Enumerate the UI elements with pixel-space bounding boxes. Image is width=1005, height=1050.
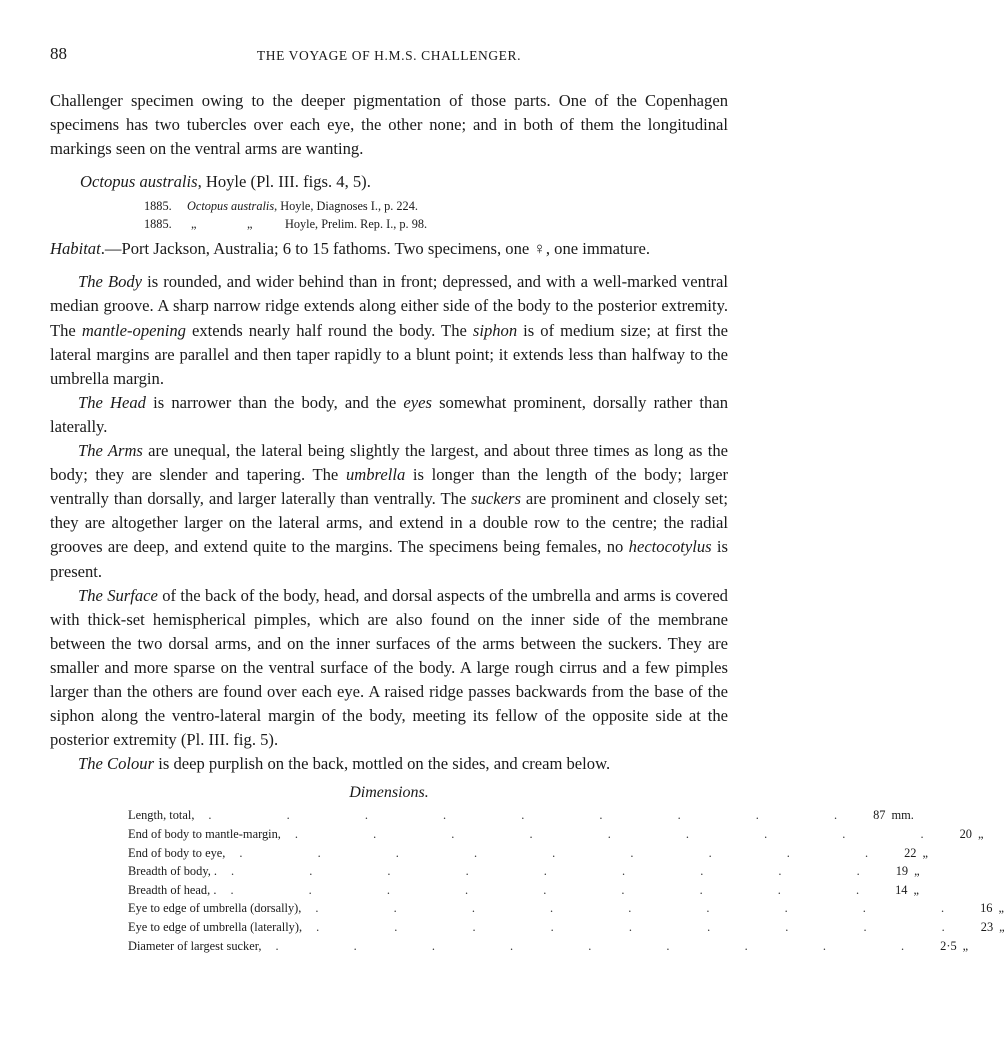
paragraph-text: is rounded, and wider behind than in front; depressed, and with a well-marked ventral median groove. A sharp narrow ridge extends along either side of the body to the posterior extremity. The bbox=[50, 272, 728, 340]
ditto-mark: „ bbox=[247, 216, 253, 231]
paragraph-text: is present. bbox=[50, 537, 728, 581]
dimension-value: 2·5 bbox=[940, 938, 957, 953]
section-lead: The Head bbox=[78, 392, 146, 412]
term: hectocotylus bbox=[628, 537, 712, 557]
synonymy-year: 1885. bbox=[144, 199, 172, 214]
section-lead: The Body bbox=[78, 272, 143, 292]
dimension-row bbox=[128, 899, 1004, 918]
dimension-value: 19 bbox=[895, 864, 909, 879]
dimension-row bbox=[128, 937, 969, 956]
dimension-unit: „ bbox=[962, 938, 969, 953]
dimension-unit: mm. bbox=[891, 808, 914, 823]
dimension-unit: „ bbox=[977, 826, 984, 841]
section-lead: The Arms bbox=[78, 441, 143, 461]
paragraph-text: of the back of the body, head, and dorsal aspects of the umbrella and arms is covered with thick-set hemispherical pimples, which are also found on the inner side of the membrane between the two dorsal arms, and on the inner surfaces of the arms between the suckers. They are smaller and more sparse on the ventral surface of the body. A large rough cirrus and a few pimples larger than the others are found over each eye. A raised ridge passes backwards from the base of the siphon along the ventro-lateral margin of the body, meeting its fellow of the opposite side at the posterior extremity (Pl. III. fig. 5). bbox=[50, 585, 728, 750]
leader-dots: . . . . . . . . . bbox=[316, 919, 981, 934]
dimension-row bbox=[128, 844, 928, 863]
paragraph-text: extends nearly half round the body. The bbox=[185, 320, 473, 340]
synonymy-ref: , Hoyle, Diagnoses I., p. 224. bbox=[274, 199, 418, 214]
dimension-unit: „ bbox=[998, 901, 1004, 916]
arms-paragraph bbox=[50, 439, 728, 584]
paragraph-text: is longer than the length of the body; larger ventrally than dorsally, and larger laterally than ventrally. The bbox=[50, 465, 728, 509]
surface-paragraph bbox=[50, 584, 728, 753]
species-name: Octopus australis bbox=[80, 172, 198, 192]
section-lead: The Surface bbox=[78, 585, 158, 605]
species-author: , Hoyle (Pl. III. figs. 4, 5). bbox=[197, 172, 371, 192]
paragraph-continuation: Challenger specimen owing to the deeper pigmentation of those parts. One of the Copenhagen specimens has two tubercles over each eye, the other none; and in both of them the longitudinal markings seen on the ventral arms are wanting. bbox=[50, 91, 728, 159]
dimension-label: End of body to eye, bbox=[128, 845, 226, 860]
page-number: 88 bbox=[50, 44, 67, 63]
dimension-label: End of body to mantle-margin, bbox=[128, 826, 281, 841]
running-title: THE VOYAGE OF H.M.S. CHALLENGER. bbox=[256, 48, 522, 63]
dimension-value: 14 bbox=[895, 882, 908, 897]
paragraph-text: are unequal, the lateral being slightly the largest, and about three times as long as the body; they are slender and tapering. The bbox=[50, 441, 728, 485]
paragraph-text: is deep purplish on the back, mottled on the sides, and cream below. bbox=[154, 754, 611, 774]
leader-dots: . . . . . . . . . bbox=[239, 845, 905, 860]
colour-paragraph bbox=[50, 752, 728, 776]
synonymy-name: Octopus australis bbox=[187, 199, 275, 214]
dimensions-table bbox=[128, 806, 1005, 955]
dimensions-title: Dimensions. bbox=[349, 784, 429, 802]
synonymy-year: 1885. bbox=[144, 216, 172, 231]
section-lead: The Colour bbox=[78, 754, 155, 774]
paragraph-text: is of medium size; at first the lateral margins are parallel and then taper rapidly to a blunt point; it extends less than halfway to the umbrella margin. bbox=[50, 320, 728, 388]
dimension-label: Eye to edge of umbrella (laterally), bbox=[128, 919, 303, 934]
habitat-label: Habitat bbox=[50, 239, 101, 259]
dimension-value: 87 bbox=[873, 808, 886, 823]
species-heading bbox=[50, 170, 728, 194]
dimension-value: 22 bbox=[904, 845, 917, 860]
dimension-label: Length, total, bbox=[128, 808, 195, 823]
head-paragraph bbox=[50, 391, 728, 439]
term: umbrella bbox=[345, 465, 406, 485]
synonymy-entry bbox=[144, 198, 728, 216]
dimension-unit: „ bbox=[913, 882, 919, 897]
dimension-unit: „ bbox=[914, 864, 920, 879]
paragraph-text: are prominent and closely set; they are altogether larger on the lateral arms, and extend in a double row to the centre; the radial grooves are deep, and extend quite to the margins. The specimens being females, no bbox=[50, 489, 728, 557]
dimension-value: 20 bbox=[959, 826, 972, 841]
habitat-text: .—Port Jackson, Australia; 6 to 15 fathoms. Two specimens, one ♀, one immature. bbox=[100, 239, 650, 259]
dimension-label: Diameter of largest sucker, bbox=[128, 938, 262, 953]
term: eyes bbox=[403, 392, 432, 412]
leader-dots: . . . . . . . . . bbox=[315, 901, 981, 916]
page-body bbox=[50, 89, 1005, 955]
leader-dots: . . . . . . . . . bbox=[275, 938, 941, 953]
leader-dots: . . . . . . . . . bbox=[231, 864, 896, 879]
dimension-label: Breadth of head, . bbox=[128, 882, 217, 897]
habitat-paragraph bbox=[50, 237, 728, 261]
leader-dots: . . . . . . . . . bbox=[230, 882, 896, 897]
dimension-label: Breadth of body, . bbox=[128, 864, 218, 879]
dimension-unit: „ bbox=[999, 919, 1005, 934]
term: suckers bbox=[471, 489, 521, 509]
body-paragraph bbox=[50, 270, 728, 390]
dimension-row bbox=[128, 825, 984, 844]
term: siphon bbox=[472, 320, 518, 340]
dimension-value: 16 bbox=[980, 901, 993, 916]
page-header bbox=[50, 44, 728, 66]
synonymy-list bbox=[144, 198, 728, 233]
leader-dots: . . . . . . . . . bbox=[208, 808, 874, 823]
dimension-row bbox=[128, 806, 914, 825]
dimension-row bbox=[128, 881, 919, 900]
dimension-row bbox=[128, 862, 920, 881]
ditto-mark: „ bbox=[191, 216, 197, 231]
dimension-label: Eye to edge of umbrella (dorsally), bbox=[128, 901, 302, 916]
term: mantle-opening bbox=[81, 320, 186, 340]
dimension-unit: „ bbox=[922, 845, 928, 860]
dimension-row bbox=[128, 918, 1005, 937]
paragraph-text: somewhat prominent, dorsally rather than laterally. bbox=[50, 392, 728, 436]
synonymy-entry bbox=[144, 216, 728, 234]
paragraph-text: is narrower than the body, and the bbox=[145, 392, 404, 412]
leader-dots: . . . . . . . . . bbox=[294, 826, 960, 841]
dimension-value: 23 bbox=[980, 919, 994, 934]
synonymy-ref: Hoyle, Prelim. Rep. I., p. 98. bbox=[285, 216, 428, 231]
